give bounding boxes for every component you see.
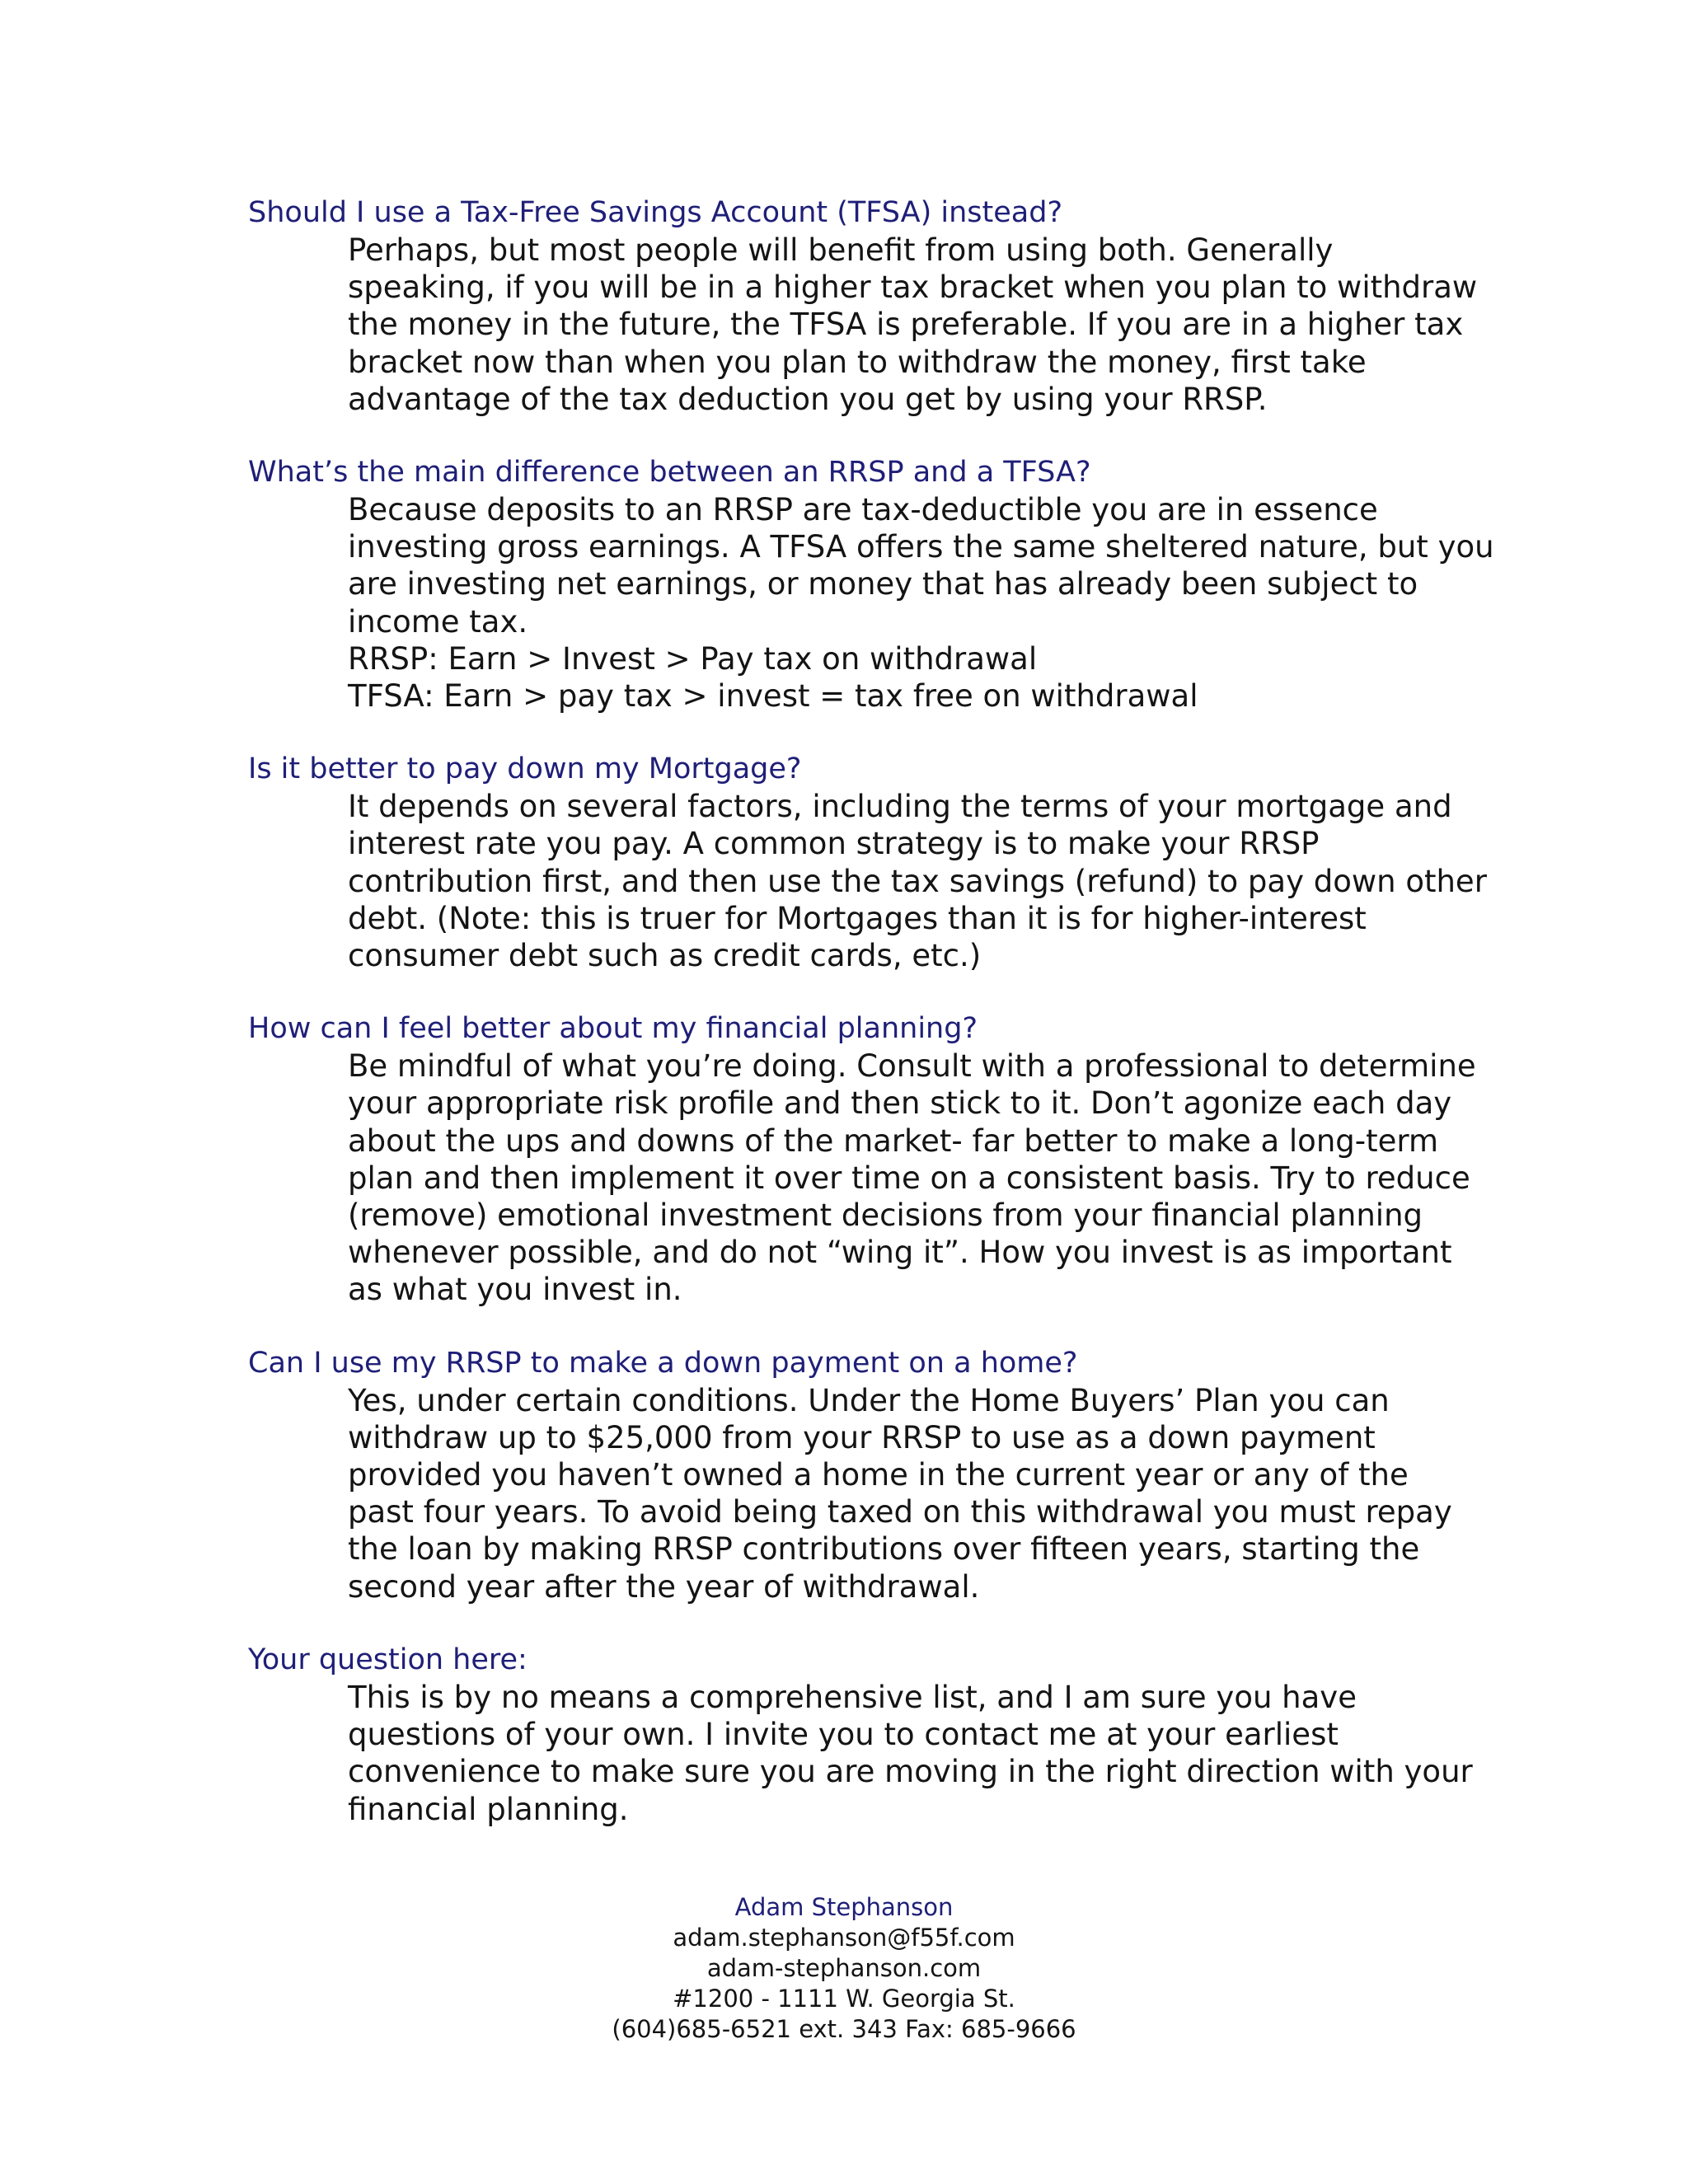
website-address: adam-stephanson.com bbox=[706, 1954, 982, 1982]
answer-line: the loan by making RRSP contributions over fifteen years, starting the bbox=[348, 1531, 1420, 1568]
answer-line: consumer debt such as credit cards, etc.) bbox=[348, 938, 982, 974]
answer-line: provided you haven’t owned a home in the current year or any of the bbox=[348, 1457, 1409, 1493]
answer-line: investing gross earnings. A TFSA offers the same sheltered nature, but you bbox=[348, 529, 1494, 565]
faq-item bbox=[248, 194, 1484, 418]
answer-line: It depends on several factors, including the terms of your mortgage and bbox=[348, 789, 1452, 825]
answer-line: as what you invest in. bbox=[348, 1272, 682, 1308]
answer-line: plan and then implement it over time on a consistent basis. Try to reduce bbox=[348, 1160, 1470, 1196]
phone-fax: (604)685-6521 ext. 343 Fax: 685-9666 bbox=[612, 2015, 1076, 2043]
answer-line: income tax. bbox=[348, 603, 528, 640]
answer-line: (remove) emotional investment decisions from your financial planning bbox=[348, 1197, 1423, 1234]
answer-line: whenever possible, and do not “wing it”. How you invest is as important bbox=[348, 1235, 1452, 1271]
faq-answer bbox=[348, 788, 1487, 974]
answer-line: past four years. To avoid being taxed on this withdrawal you must repay bbox=[348, 1494, 1452, 1530]
answer-line: This is by no means a comprehensive list, and I am sure you have bbox=[348, 1679, 1357, 1715]
answer-line: advantage of the tax deduction you get by using your RRSP. bbox=[348, 381, 1268, 417]
faq-question: Your question here: bbox=[248, 1643, 528, 1676]
advisor-name: Adam Stephanson bbox=[734, 1893, 954, 1921]
faq-answer bbox=[348, 1382, 1484, 1605]
contact-signature bbox=[0, 1892, 1688, 2045]
faq-answer bbox=[348, 491, 1494, 715]
answer-line: Yes, under certain conditions. Under the Home Buyers’ Plan you can bbox=[348, 1382, 1390, 1418]
answer-line: Because deposits to an RRSP are tax-deductible you are in essence bbox=[348, 492, 1378, 528]
answer-line: speaking, if you will be in a higher tax bracket when you plan to withdraw bbox=[348, 269, 1478, 306]
answer-line: convenience to make sure you are moving in the right direction with your bbox=[348, 1754, 1473, 1790]
faq-item bbox=[248, 454, 1494, 715]
faq-question: What’s the main difference between an RRSP and a TFSA? bbox=[248, 456, 1091, 490]
answer-line: the money in the future, the TFSA is preferable. If you are in a higher tax bbox=[348, 307, 1464, 343]
answer-line: about the ups and downs of the market- far better to make a long-term bbox=[348, 1122, 1438, 1159]
faq-answer bbox=[348, 1679, 1484, 1828]
faq-item bbox=[248, 1010, 1484, 1308]
faq-item bbox=[248, 751, 1487, 974]
faq-item bbox=[248, 1642, 1484, 1828]
answer-line: withdraw up to $25,000 from your RRSP to use as a down payment bbox=[348, 1419, 1376, 1455]
faq-answer bbox=[348, 1047, 1484, 1308]
faq-question: Can I use my RRSP to make a down payment on a home? bbox=[248, 1346, 1078, 1380]
answer-line: questions of your own. I invite you to contact me at your earliest bbox=[348, 1717, 1339, 1753]
street-address: #1200 - 1111 W. Georgia St. bbox=[673, 1985, 1015, 2013]
answer-line: are investing net earnings, or money that has already been subject to bbox=[348, 566, 1418, 602]
answer-line: your appropriate risk profile and then stick to it. Don’t agonize each day bbox=[348, 1085, 1452, 1122]
answer-line: Perhaps, but most people will benefit from using both. Generally bbox=[348, 232, 1334, 268]
faq-question: Is it better to pay down my Mortgage? bbox=[248, 752, 802, 786]
answer-line: Be mindful of what you’re doing. Consult with a professional to determine bbox=[348, 1048, 1476, 1085]
faq-question: How can I feel better about my financial planning? bbox=[248, 1012, 978, 1046]
faq-question: Should I use a Tax-Free Savings Account (TFSA) instead? bbox=[248, 196, 1063, 229]
answer-line: bracket now than when you plan to withdraw the money, first take bbox=[348, 344, 1367, 380]
email-address: adam.stephanson@f55f.com bbox=[673, 1924, 1015, 1952]
answer-line: financial planning. bbox=[348, 1791, 629, 1827]
answer-line: RRSP: Earn > Invest > Pay tax on withdrawal bbox=[348, 640, 1038, 677]
answer-line: interest rate you pay. A common strategy is to make your RRSP bbox=[348, 826, 1320, 862]
faq-list bbox=[248, 194, 1494, 1864]
faq-item bbox=[248, 1345, 1484, 1605]
answer-line: debt. (Note: this is truer for Mortgages than it is for higher-interest bbox=[348, 900, 1367, 936]
answer-line: contribution first, and then use the tax savings (refund) to pay down other bbox=[348, 863, 1487, 899]
answer-line: TFSA: Earn > pay tax > invest = tax free on withdrawal bbox=[348, 678, 1198, 715]
faq-answer bbox=[348, 232, 1484, 418]
answer-line: second year after the year of withdrawal. bbox=[348, 1568, 980, 1605]
